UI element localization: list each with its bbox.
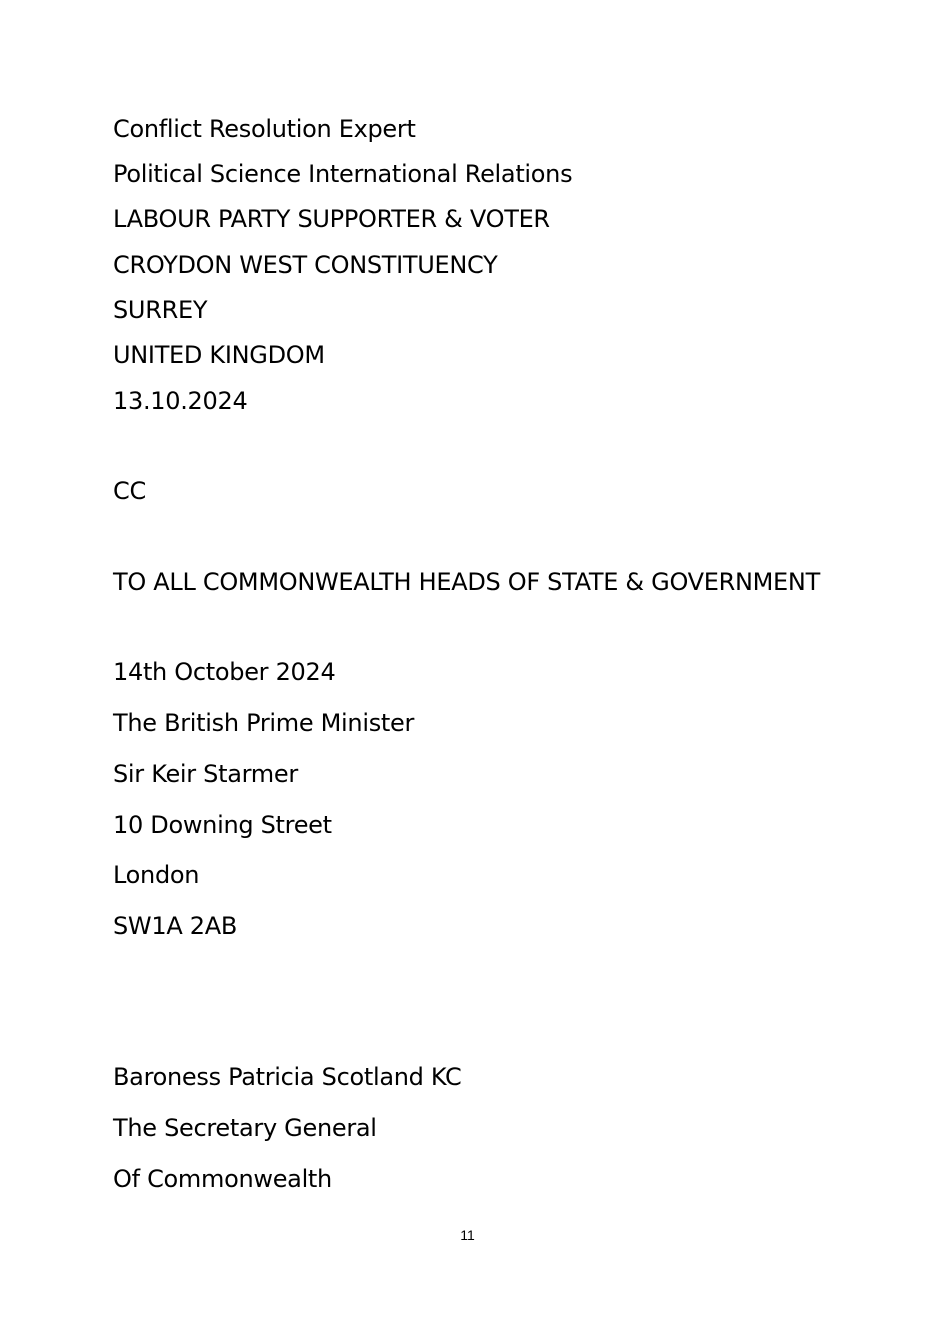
cc-recipients: TO ALL COMMONWEALTH HEADS OF STATE & GOVERNMENT — [113, 568, 820, 596]
recipient-line: London — [113, 861, 200, 889]
sender-line: SURREY — [113, 296, 208, 324]
sender-line: LABOUR PARTY SUPPORTER & VOTER — [113, 205, 550, 233]
recipient-line: SW1A 2AB — [113, 912, 238, 940]
sender-line: Conflict Resolution Expert — [113, 115, 416, 143]
sender-line: UNITED KINGDOM — [113, 341, 325, 369]
sender-line: Political Science International Relations — [113, 160, 573, 188]
cc-label: CC — [113, 477, 146, 505]
recipient-line: 10 Downing Street — [113, 811, 332, 839]
sender-date: 13.10.2024 — [113, 387, 248, 415]
recipient-line: Sir Keir Starmer — [113, 760, 298, 788]
sender-line: CROYDON WEST CONSTITUENCY — [113, 251, 498, 279]
recipient-line: Of Commonwealth — [113, 1165, 332, 1193]
recipient-line: Baroness Patricia Scotland KC — [113, 1063, 462, 1091]
page-number: 11 — [460, 1227, 475, 1243]
recipient-line: The British Prime Minister — [113, 709, 415, 737]
letter-date: 14th October 2024 — [113, 658, 336, 686]
recipient-line: The Secretary General — [113, 1114, 377, 1142]
